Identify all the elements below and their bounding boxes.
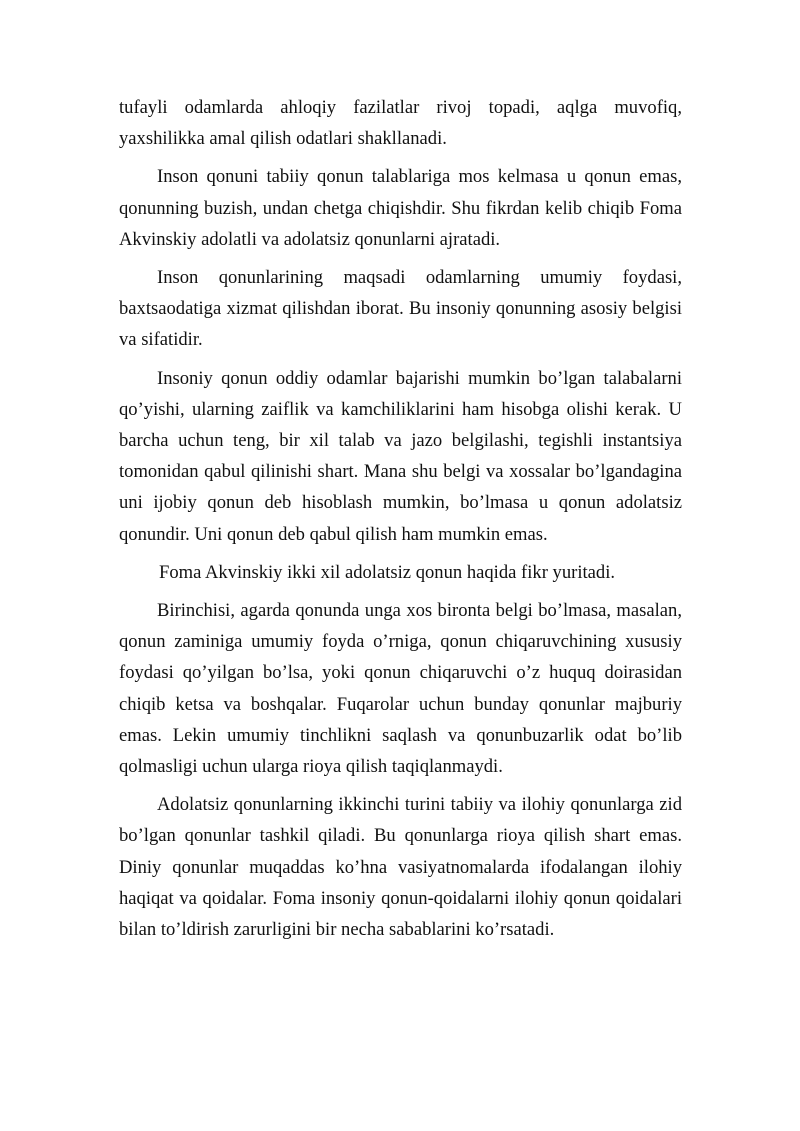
paragraph-2: Inson qonuni tabiiy qonun talablariga mos kelmasa u qonun emas, qonunning buzish, undan chetga chiqishdir. Shu fikrdan kelib chiqib Foma Akvinskiy adolatli va adolatsiz qonunlarni ajratadi.: [119, 166, 682, 250]
paragraph-7: Adolatsiz qonunlarning ikkinchi turini tabiiy va ilohiy qonunlarga zid bo’lgan qonunlar tashkil qiladi. Bu qonunlarga rioya qilish shart emas. Diniy qonunlar muqaddas ko’hna vasiyatnomalarda ifodalangan ilohiy haqiqat va qoidalar. Foma insoniy qonun-qoidalarni ilohiy qonun qoidalari bilan to’ldirish zarurligini bir necha sabablarini ko’rsatadi.: [119, 794, 682, 941]
document-body: [119, 92, 682, 952]
paragraph-3: Inson qonunlarining maqsadi odamlarning umumiy foydasi, baxtsaodatiga xizmat qilishdan iborat. Bu insoniy qonunning asosiy belgisi va sifatidir.: [119, 267, 682, 351]
paragraph-6: Birinchisi, agarda qonunda unga xos bironta belgi bo’lmasa, masalan, qonun zaminiga umumiy foyda o’rniga, qonun chiqaruvchining xususiy foydasi qo’yilgan bo’lsa, yoki qonun chiqaruvchi o’z huquq doirasidan chiqib ketsa va boshqalar. Fuqarolar uchun bunday qonunlar majburiy emas. Lekin umumiy tinchlikni saqlash va qonunbuzarlik odat bo’lib qolmasligi uchun ularga rioya qilish taqiqlanmaydi.: [119, 600, 682, 778]
paragraph-1: tufayli odamlarda ahloqiy fazilatlar rivoj topadi, aqlga muvofiq, yaxshilikka amal qilish odatlari shakllanadi.: [119, 97, 682, 150]
paragraph-4: Insoniy qonun oddiy odamlar bajarishi mumkin bo’lgan talabalarni qo’yishi, ularning zaiflik va kamchiliklarini ham hisobga olishi kerak. U barcha uchun teng, bir xil talab va jazo belgilashi, tegishli instantsiya tomonidan qabul qilinishi shart. Mana shu belgi va xossalar bo’lgandagina uni ijobiy qonun deb hisoblash mumkin, bo’lmasa u qonun adolatsiz qonundir. Uni qonun deb qabul qilish ham mumkin emas.: [119, 367, 682, 545]
paragraph-5: Foma Akvinskiy ikki xil adolatsiz qonun haqida fikr yuritadi.: [159, 561, 616, 583]
